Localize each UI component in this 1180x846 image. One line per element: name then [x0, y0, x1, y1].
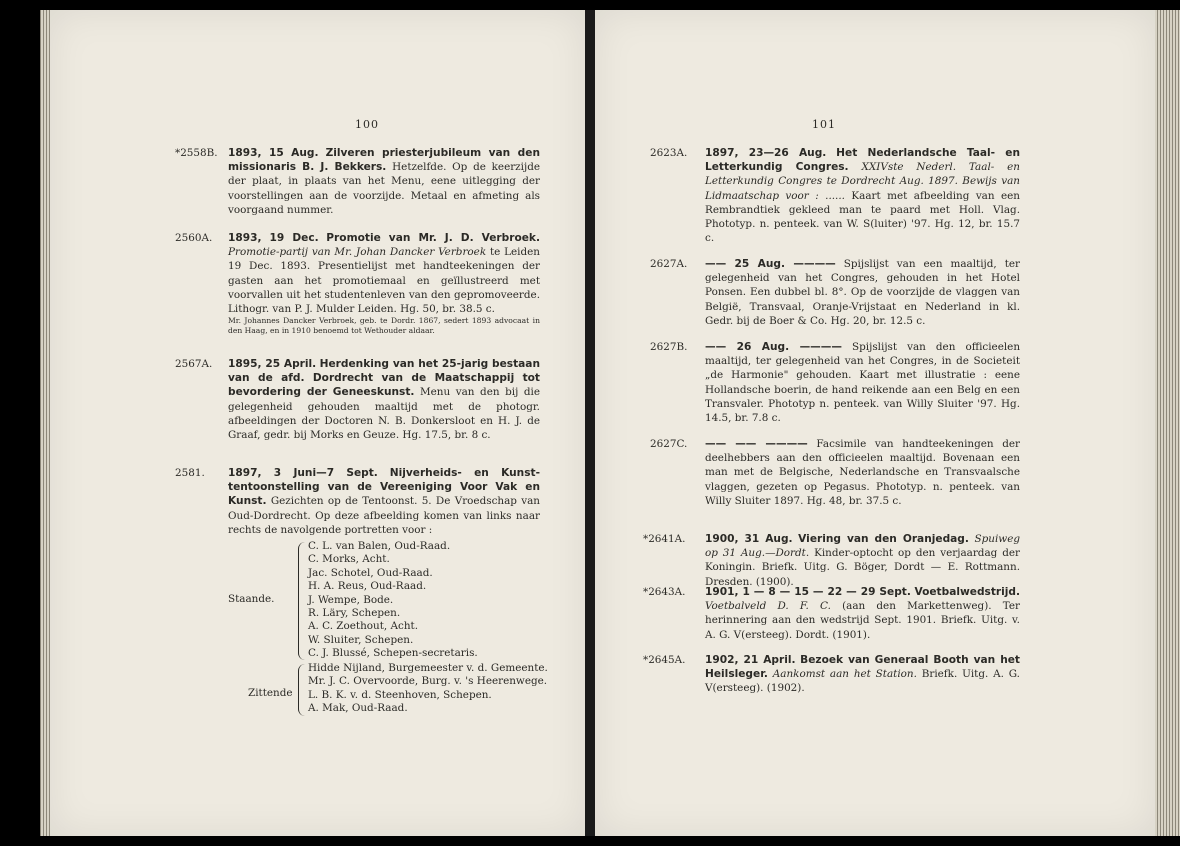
entry-date: 1902, 21 April.: [705, 654, 796, 666]
entry-title: Viering van den Oranjedag.: [798, 533, 969, 545]
entry-note: Mr. Johannes Dancker Verbroek, geb. te Dordr. 1867, sedert 1893 advocaat in den Haag, en in 1910 benoemd tot Wethouder aldaar.: [228, 316, 540, 336]
names-zittende: [308, 662, 558, 716]
entry-id: 2627C.: [650, 438, 688, 450]
names-staande: [308, 540, 558, 661]
entry-2567a: [175, 357, 540, 442]
group-label-staande: Staande.: [228, 593, 275, 605]
entry-2643a: [643, 585, 1020, 642]
entry-2627a: [650, 257, 1020, 328]
entry-italic: XXIVste Nederl. Taal- en Letterkundig Congres te Dordrecht Aug. 1897. Bewijs van Lidmaatschap voor : ......: [705, 161, 1021, 202]
entry-date: —— —— ————: [705, 438, 808, 450]
entry-date: 1893, 19 Dec.: [228, 232, 319, 244]
entry-italic: Spuiweg op 31 Aug.—Dordt.: [705, 533, 1020, 560]
entry-2627b: [650, 340, 1020, 425]
entry-text: Briefk. Uitg. A. G. V(ersteeg). (1902).: [705, 668, 1020, 695]
entry-date: 1895, 25 April.: [228, 358, 317, 370]
entry-title: Bezoek van Generaal Booth van het Heilsleger.: [705, 654, 1020, 681]
entry-date: 1897, 3 Juni—7 Sept.: [228, 467, 378, 479]
entry-id: 2581.: [175, 467, 205, 479]
entry-id: 2623A.: [650, 147, 688, 159]
entry-2641a: [643, 532, 1020, 589]
entry-id: 2567A.: [175, 358, 213, 370]
entry-date: —— 25 Aug. ————: [705, 258, 836, 270]
entry-id: 2627A.: [650, 258, 688, 270]
entry-text: Hetzelfde. Op de keerzijde der plaat, in plaats van het Menu, eene uitlegging der voorstellingen aan de voorzijde. Metaal en afmeting als voorgaand nummer.: [228, 161, 541, 216]
entry-id: *2641A.: [643, 533, 686, 545]
entry-italic: Voetbalveld D. F. C.: [705, 600, 831, 613]
entry-title: Herdenking van het 25-jarig bestaan van de afd. Dordrecht van de Maatschappij tot bevordering der Geneeskunst.: [228, 358, 540, 399]
entry-id: *2645A.: [643, 654, 686, 666]
entry-date: 1901, 1 — 8 — 15 — 22 — 29 Sept.: [705, 586, 911, 598]
list-item: R. Läry, Schepen.: [308, 607, 401, 620]
entry-italic: Promotie-partij van Mr. Johan Dancker Verbroek: [228, 246, 487, 259]
list-item: Mr. J. C. Overvoorde, Burg. v. 's Heerenwege.: [308, 675, 548, 688]
entry-text: Menu van den bij die gelegenheid gehouden maaltijd met de photogr. afbeeldingen der Doctoren N. B. Donkersloot en H. J. de Graaf, gedr. bij Morks en Geuze. Hg. 17.5, br. 8 c.: [228, 386, 540, 442]
entry-text: Spijslijst van den officieelen maaltijd, ter gelegenheid van het Congres, in de Societeit „de Harmonie" gehouden. Kaart met illustratie : eene Hollandsche boerin, de hand reikende aan een Belg en een Transvaler. Phototyp n. penteek. van Willy Sluiter '97. Hg. 14.5, br. 7.8 c.: [705, 341, 1021, 425]
entry-id: 2627B.: [650, 341, 688, 353]
entry-title: Zilveren priesterjubileum van den missionaris B. J. Bekkers.: [228, 147, 540, 174]
page-number-right: 101: [812, 118, 836, 131]
entry-italic: Aankomst aan het Station.: [772, 668, 917, 681]
entry-2558b: [175, 146, 540, 217]
book-edge-left: [40, 10, 50, 836]
entry-id: *2643A.: [643, 586, 686, 598]
entry-date: 1897, 23—26 Aug.: [705, 147, 827, 159]
list-item: Jac. Schotel, Oud-Raad.: [308, 566, 433, 579]
list-item: L. B. K. v. d. Steenhoven, Schepen.: [308, 688, 492, 701]
list-item: A. Mak, Oud-Raad.: [308, 702, 408, 715]
list-item: W. Sluiter, Schepen.: [308, 633, 414, 646]
entry-2623a: [650, 146, 1020, 245]
entry-2560a: [175, 231, 540, 336]
entry-2581: [175, 466, 540, 537]
entry-text: Facsimile van handteekeningen der deelhebbers aan den officieelen maaltijd. Bovenaan een man met de Belgische, Nederlandsche en Transvaalsche vlaggen, gezeten op Pegasus. Phototyp. n. penteek. van Willy Sluiter 1897. Hg. 48, br. 37.5 c.: [705, 438, 1020, 507]
entry-text: te Leiden 19 Dec. 1893. Presentielijst met handteekeningen der gasten aan het promotiemaal en geïllustreerd met voorvallen uit het studentenleven van den gepromoveerde. Lithogr. van P. J. Mulder Leiden. Hg. 50, br. 38.5 c.: [228, 246, 540, 316]
book-gutter: [585, 10, 595, 836]
entry-text: Kaart met afbeelding van een Rembrandtiek gekleed man te paard met Holl. Vlag. Phototyp. n. penteek. van W. S(luiter) '97. Hg. 12, br. 15.7 c.: [705, 189, 1020, 245]
entry-date: —— 26 Aug. ————: [705, 341, 842, 353]
list-item: H. A. Reus, Oud-Raad.: [308, 580, 427, 593]
list-item: C. Morks, Acht.: [308, 553, 390, 566]
page-number-left: 100: [355, 118, 379, 131]
entry-id: *2558B.: [175, 147, 218, 159]
brace-staande: [298, 542, 305, 660]
entry-text: Kinder-optocht op den verjaardag der Koningin. Briefk. Uitg. G. Böger, Dordt — E. Rottmann. Dresden. (1900).: [705, 547, 1020, 588]
entry-date: 1893, 15 Aug.: [228, 147, 319, 159]
list-item: Hidde Nijland, Burgemeester v. d. Gemeente.: [308, 662, 548, 674]
entry-2627c: [650, 437, 1020, 508]
list-item: C. L. van Balen, Oud-Raad.: [308, 540, 451, 552]
brace-zittende: [298, 664, 305, 716]
entry-title: Voetbalwedstrijd.: [914, 586, 1020, 598]
entry-text: Gezichten op de Tentoonst. 5. De Vroedschap van Oud-Dordrecht. Op deze afbeelding komen van links naar rechts de navolgende portretten voor :: [228, 495, 540, 536]
list-item: A. C. Zoethout, Acht.: [308, 620, 419, 633]
list-item: J. Wempe, Bode.: [308, 593, 394, 606]
entry-text: Spijslijst van een maaltijd, ter gelegenheid van het Congres, gehouden in het Hotel Ponsen. Een dubbel bl. 8°. Op de voorzijde de vlaggen van België, Transvaal, Oranje-Vrijstaat en Nederland in kl. Gedr. bij de Boer & Co. Hg. 20, br. 12.5 c.: [705, 258, 1021, 327]
entry-title: Nijverheids- en Kunst-tentoonstelling van de Vereeniging Voor Vak en Kunst.: [228, 467, 540, 508]
entry-text: (aan den Markettenweg). Ter herinnering aan den wedstrijd Sept. 1901. Briefk. Uitg. v. A. G. V(ersteeg). Dordt. (1901).: [705, 600, 1020, 641]
book-edge-right: [1155, 10, 1180, 836]
entry-date: 1900, 31 Aug.: [705, 533, 793, 545]
entry-title: Promotie van Mr. J. D. Verbroek.: [326, 232, 540, 244]
entry-2645a: [643, 653, 1020, 696]
group-label-zittende: Zittende: [248, 687, 293, 699]
entry-title: Het Nederlandsche Taal- en Letterkundig Congres.: [705, 147, 1021, 174]
entry-id: 2560A.: [175, 232, 213, 244]
list-item: C. J. Blussé, Schepen-secretaris.: [308, 647, 478, 660]
